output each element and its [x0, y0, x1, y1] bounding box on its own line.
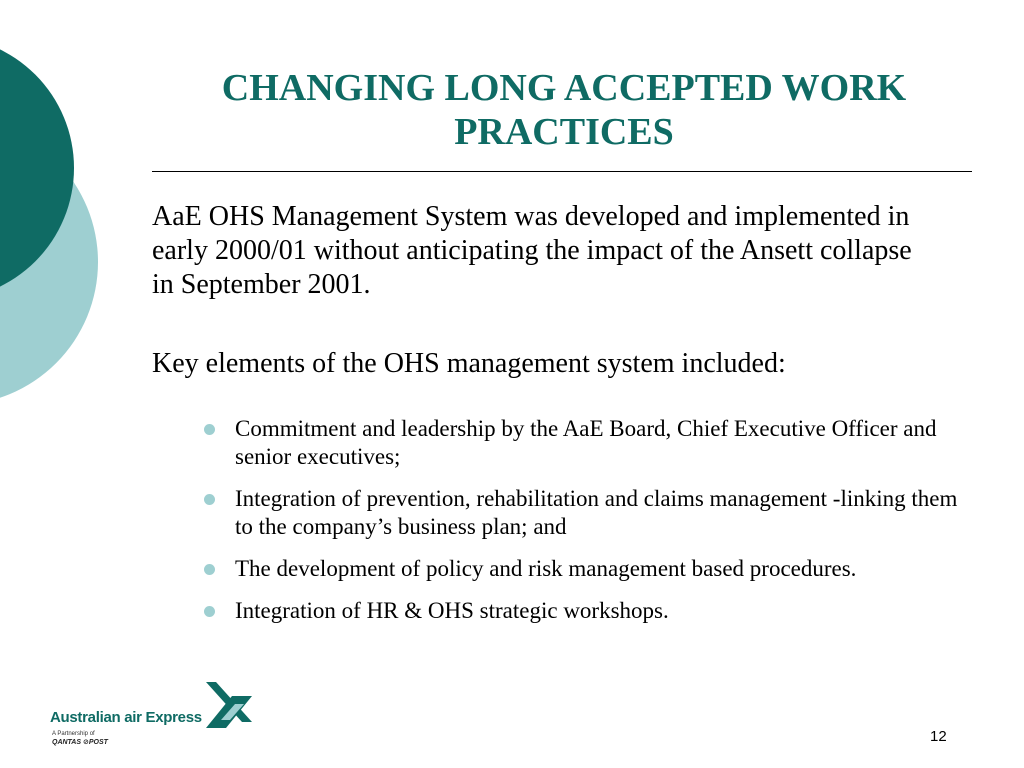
key-elements-heading: Key elements of the OHS management system included:: [152, 348, 786, 379]
intro-paragraph: AaE OHS Management System was developed and implemented in early 2000/01 without anticipating the impact of the Ansett collapse in September 2001.: [152, 201, 912, 300]
bullet-icon: [204, 424, 215, 435]
bullet-item: [200, 415, 970, 471]
bullet-icon: [204, 494, 215, 505]
bullet-list: [200, 415, 970, 639]
bullet-text: Integration of prevention, rehabilitation and claims management -linking them to the company’s business plan; and: [235, 486, 958, 539]
bullet-icon: [204, 606, 215, 617]
logo-tagline: A Partnership of: [52, 731, 95, 737]
page-number: 12: [930, 728, 947, 745]
bullet-text: Commitment and leadership by the AaE Board, Chief Executive Officer and senior executives;: [235, 416, 937, 469]
logo-partner-names: QANTAS ⊘POST: [52, 739, 108, 746]
title-divider: [152, 171, 972, 172]
bullet-text: The development of policy and risk management based procedures.: [235, 556, 857, 581]
bullet-item: [200, 555, 970, 583]
bullet-item: [200, 597, 970, 625]
bullet-text: Integration of HR & OHS strategic workshops.: [235, 598, 669, 623]
logo-x-mark-icon: [202, 682, 254, 728]
bullet-icon: [204, 564, 215, 575]
slide-title: CHANGING LONG ACCEPTED WORK PRACTICES: [221, 67, 907, 153]
bullet-item: [200, 485, 970, 541]
company-logo: [50, 682, 260, 748]
logo-company-name: Australian air Express: [50, 709, 202, 726]
